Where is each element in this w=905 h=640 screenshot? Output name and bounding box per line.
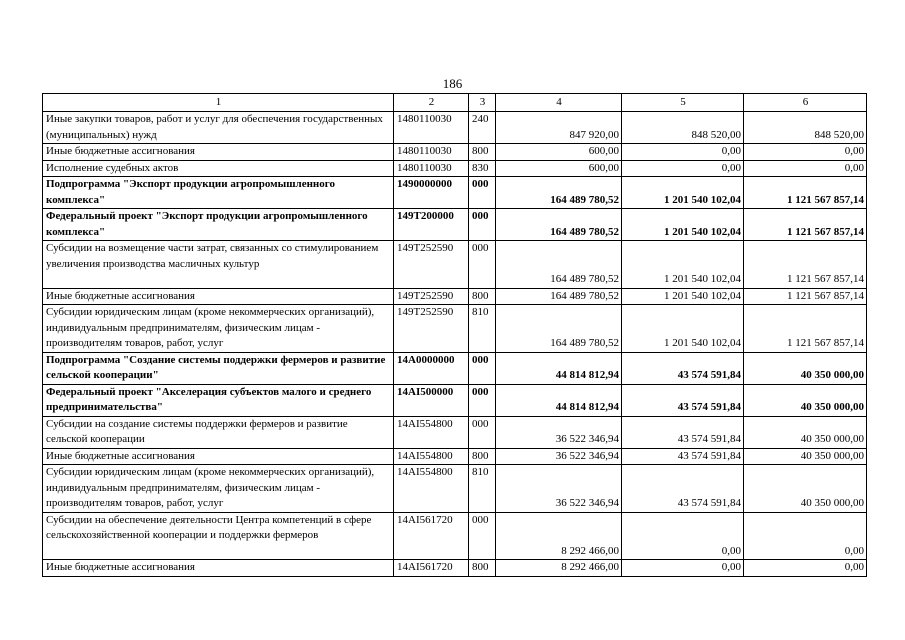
row-name-cell: Исполнение судебных актов [43, 160, 394, 177]
table-row [43, 512, 867, 560]
row-value-col6: 40 350 000,00 [744, 352, 867, 384]
row-value-col6: 40 350 000,00 [744, 448, 867, 465]
row-value-col4: 600,00 [496, 144, 622, 161]
row-kvr-cell: 810 [469, 465, 496, 513]
row-value-col6: 0,00 [744, 144, 867, 161]
table-row [43, 241, 867, 289]
row-name-cell: Иные бюджетные ассигнования [43, 288, 394, 305]
row-code-cell: 14AI554800 [394, 465, 469, 513]
row-value-col4: 164 489 780,52 [496, 177, 622, 209]
row-kvr-cell: 810 [469, 305, 496, 353]
row-kvr-cell: 000 [469, 416, 496, 448]
table-row [43, 465, 867, 513]
row-name-cell: Федеральный проект "Акселерация субъектов малого и среднего предпринимательства" [43, 384, 394, 416]
row-name-cell: Субсидии на обеспечение деятельности Центра компетенций в сфере сельскохозяйственной кооперации и поддержки фермеров [43, 512, 394, 560]
row-kvr-cell: 000 [469, 512, 496, 560]
row-name-cell: Субсидии юридическим лицам (кроме некоммерческих организаций), индивидуальным предпринимателям, физическим лицам - производителям товаров, работ, услуг [43, 305, 394, 353]
row-code-cell: 149T252590 [394, 305, 469, 353]
table-row [43, 560, 867, 577]
row-value-col5: 43 574 591,84 [622, 352, 744, 384]
row-name-cell: Иные бюджетные ассигнования [43, 144, 394, 161]
row-value-col5: 0,00 [622, 560, 744, 577]
row-kvr-cell: 000 [469, 177, 496, 209]
table-row [43, 144, 867, 161]
row-value-col4: 36 522 346,94 [496, 416, 622, 448]
table-row [43, 448, 867, 465]
row-value-col4: 164 489 780,52 [496, 288, 622, 305]
table-row [43, 112, 867, 144]
table-row [43, 209, 867, 241]
row-value-col4: 847 920,00 [496, 112, 622, 144]
row-kvr-cell: 800 [469, 288, 496, 305]
row-value-col5: 1 201 540 102,04 [622, 209, 744, 241]
row-code-cell: 149T252590 [394, 241, 469, 289]
row-kvr-cell: 830 [469, 160, 496, 177]
row-value-col4: 8 292 466,00 [496, 560, 622, 577]
row-value-col6: 1 121 567 857,14 [744, 209, 867, 241]
row-value-col6: 1 121 567 857,14 [744, 177, 867, 209]
row-value-col6: 0,00 [744, 512, 867, 560]
row-kvr-cell: 800 [469, 448, 496, 465]
row-name-cell: Иные закупки товаров, работ и услуг для обеспечения государственных (муниципальных) нужд [43, 112, 394, 144]
row-value-col5: 43 574 591,84 [622, 465, 744, 513]
table-row [43, 177, 867, 209]
row-value-col5: 0,00 [622, 160, 744, 177]
row-value-col6: 848 520,00 [744, 112, 867, 144]
row-value-col4: 164 489 780,52 [496, 209, 622, 241]
row-value-col6: 40 350 000,00 [744, 465, 867, 513]
row-name-cell: Субсидии на возмещение части затрат, связанных со стимулированием увеличения производства масличных культур [43, 241, 394, 289]
row-name-cell: Субсидии юридическим лицам (кроме некоммерческих организаций), индивидуальным предпринимателям, физическим лицам - производителям товаров, работ, услуг [43, 465, 394, 513]
table-row [43, 160, 867, 177]
header-cell: 2 [394, 94, 469, 112]
row-value-col5: 1 201 540 102,04 [622, 241, 744, 289]
row-value-col4: 164 489 780,52 [496, 241, 622, 289]
header-cell: 3 [469, 94, 496, 112]
row-kvr-cell: 000 [469, 352, 496, 384]
row-kvr-cell: 000 [469, 209, 496, 241]
row-code-cell: 1480110030 [394, 144, 469, 161]
row-value-col5: 43 574 591,84 [622, 416, 744, 448]
row-kvr-cell: 000 [469, 241, 496, 289]
table-row [43, 288, 867, 305]
table-row [43, 352, 867, 384]
row-kvr-cell: 240 [469, 112, 496, 144]
row-value-col6: 0,00 [744, 160, 867, 177]
row-name-cell: Федеральный проект "Экспорт продукции агропромышленного комплекса" [43, 209, 394, 241]
row-code-cell: 1490000000 [394, 177, 469, 209]
page-number: 186 [442, 76, 463, 91]
table-row [43, 416, 867, 448]
row-code-cell: 14AI561720 [394, 560, 469, 577]
row-code-cell: 149T200000 [394, 209, 469, 241]
row-value-col4: 44 814 812,94 [496, 384, 622, 416]
row-value-col4: 36 522 346,94 [496, 448, 622, 465]
row-code-cell: 14AI561720 [394, 512, 469, 560]
row-value-col6: 1 121 567 857,14 [744, 241, 867, 289]
row-code-cell: 14AI554800 [394, 448, 469, 465]
row-name-cell: Иные бюджетные ассигнования [43, 560, 394, 577]
row-value-col5: 848 520,00 [622, 112, 744, 144]
row-value-col5: 43 574 591,84 [622, 448, 744, 465]
header-cell: 4 [496, 94, 622, 112]
row-kvr-cell: 800 [469, 144, 496, 161]
row-value-col6: 40 350 000,00 [744, 416, 867, 448]
row-code-cell: 149T252590 [394, 288, 469, 305]
table-row [43, 384, 867, 416]
row-value-col6: 0,00 [744, 560, 867, 577]
row-value-col5: 0,00 [622, 512, 744, 560]
row-value-col4: 164 489 780,52 [496, 305, 622, 353]
row-name-cell: Субсидии на создание системы поддержки фермеров и развитие сельской кооперации [43, 416, 394, 448]
row-code-cell: 1480110030 [394, 112, 469, 144]
budget-table [42, 93, 867, 577]
row-kvr-cell: 800 [469, 560, 496, 577]
table-header-row [43, 94, 867, 112]
table-row [43, 305, 867, 353]
row-code-cell: 1480110030 [394, 160, 469, 177]
row-kvr-cell: 000 [469, 384, 496, 416]
row-value-col6: 40 350 000,00 [744, 384, 867, 416]
row-value-col5: 1 201 540 102,04 [622, 305, 744, 353]
row-value-col5: 43 574 591,84 [622, 384, 744, 416]
row-value-col6: 1 121 567 857,14 [744, 288, 867, 305]
row-value-col5: 0,00 [622, 144, 744, 161]
header-cell: 5 [622, 94, 744, 112]
row-name-cell: Подпрограмма "Экспорт продукции агропромышленного комплекса" [43, 177, 394, 209]
row-value-col4: 8 292 466,00 [496, 512, 622, 560]
row-code-cell: 14AI554800 [394, 416, 469, 448]
row-name-cell: Иные бюджетные ассигнования [43, 448, 394, 465]
row-code-cell: 14A0000000 [394, 352, 469, 384]
row-code-cell: 14AI500000 [394, 384, 469, 416]
row-value-col5: 1 201 540 102,04 [622, 288, 744, 305]
header-cell: 1 [43, 94, 394, 112]
row-value-col6: 1 121 567 857,14 [744, 305, 867, 353]
row-value-col4: 36 522 346,94 [496, 465, 622, 513]
row-value-col5: 1 201 540 102,04 [622, 177, 744, 209]
row-value-col4: 600,00 [496, 160, 622, 177]
header-cell: 6 [744, 94, 867, 112]
row-name-cell: Подпрограмма "Создание системы поддержки фермеров и развитие сельской кооперации" [43, 352, 394, 384]
row-value-col4: 44 814 812,94 [496, 352, 622, 384]
